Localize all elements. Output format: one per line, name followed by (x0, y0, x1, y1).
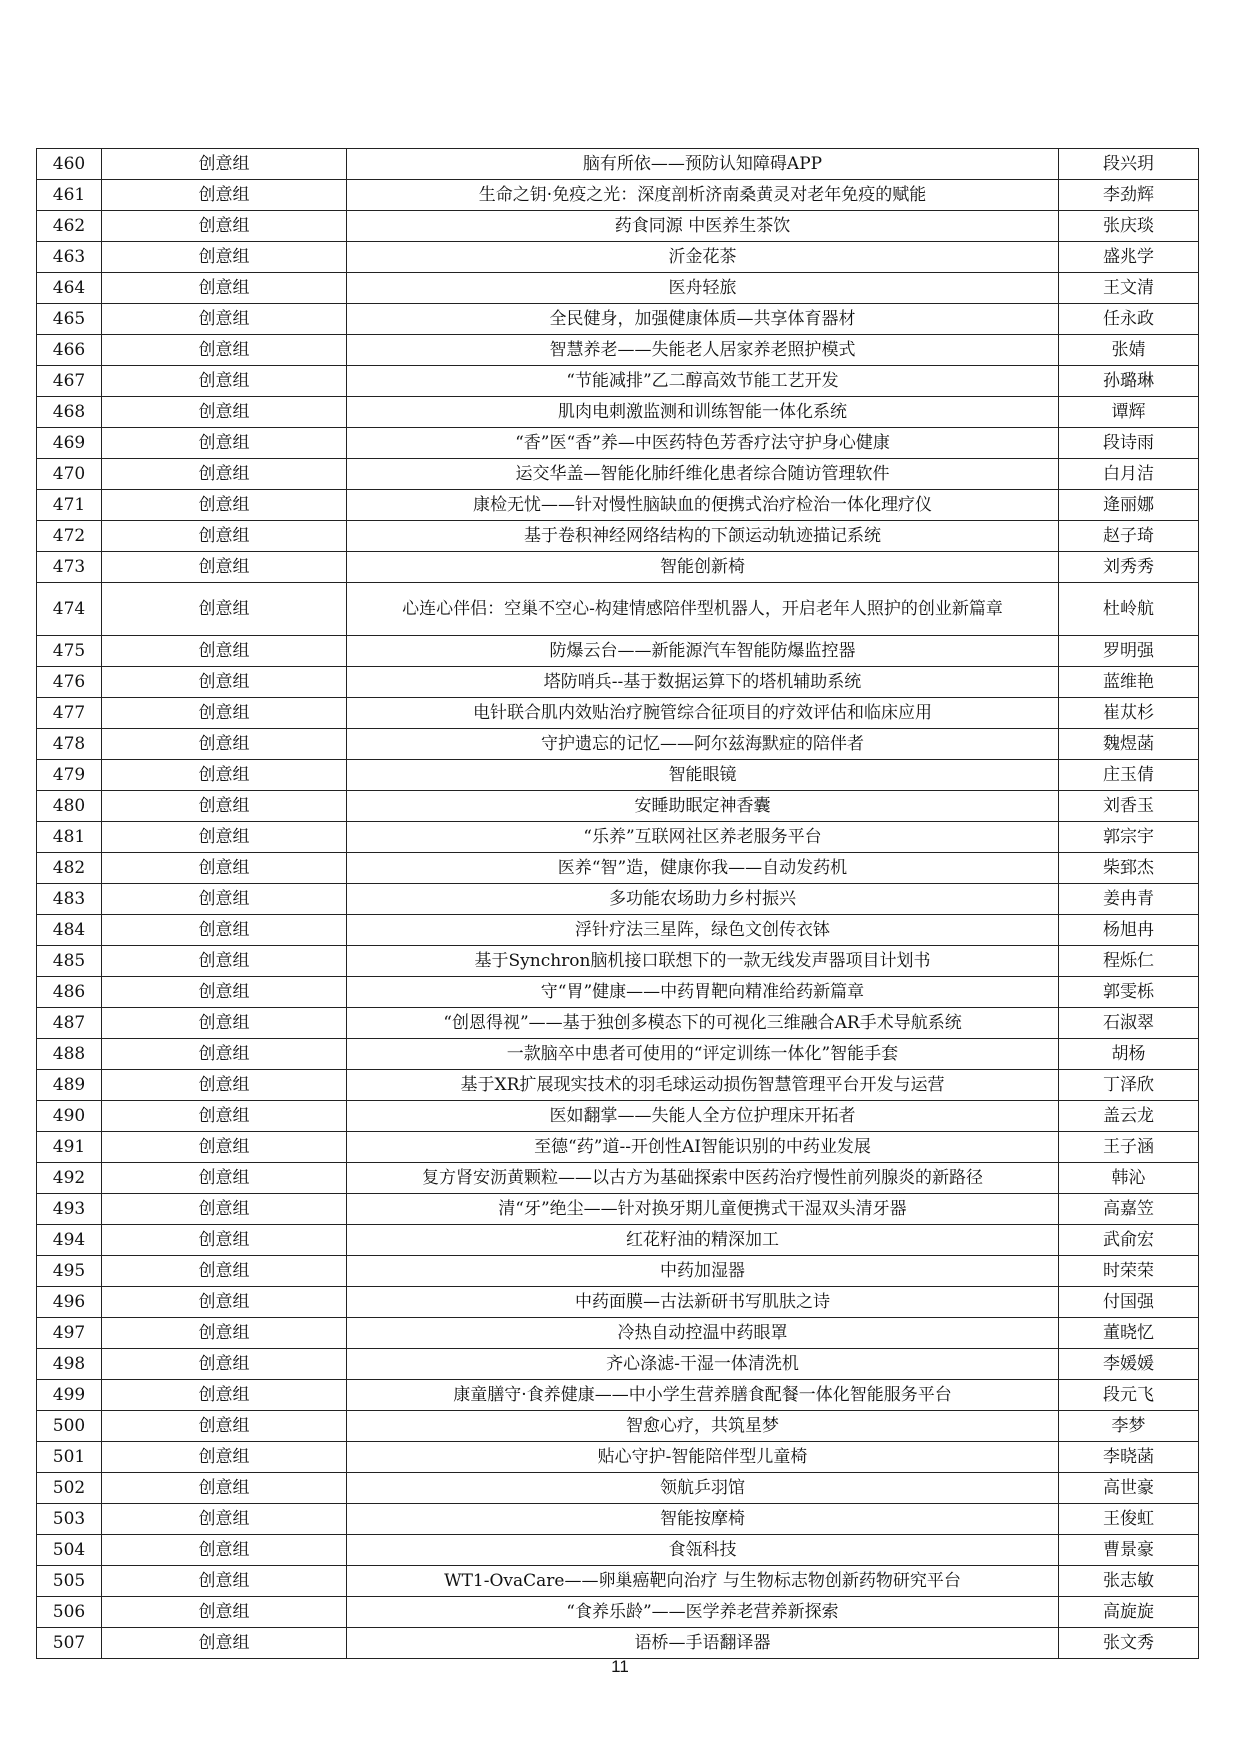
group-cell: 创意组 (102, 490, 347, 521)
table-row (37, 211, 1199, 242)
row-number-cell: 463 (37, 242, 102, 273)
table-row (37, 335, 1199, 366)
table-body (37, 149, 1199, 1659)
leader-name-cell: 高嘉笠 (1059, 1194, 1199, 1225)
group-cell: 创意组 (102, 1163, 347, 1194)
row-number-cell: 465 (37, 304, 102, 335)
row-number-cell: 493 (37, 1194, 102, 1225)
project-title-cell: 复方肾安沥黄颗粒——以古方为基础探索中医药治疗慢性前列腺炎的新路径 (347, 1163, 1059, 1194)
leader-name-cell: 郭雯栎 (1059, 977, 1199, 1008)
table-row (37, 729, 1199, 760)
leader-name-cell: 高世豪 (1059, 1473, 1199, 1504)
group-cell: 创意组 (102, 149, 347, 180)
leader-name-cell: 胡杨 (1059, 1039, 1199, 1070)
project-title-cell: 基于XR扩展现实技术的羽毛球运动损伤智慧管理平台开发与运营 (347, 1070, 1059, 1101)
table-row (37, 583, 1199, 636)
project-title-cell: 中药面膜—古法新研书写肌肤之诗 (347, 1287, 1059, 1318)
project-title-cell: 医如翻掌——失能人全方位护理床开拓者 (347, 1101, 1059, 1132)
project-title-cell: 领航乒羽馆 (347, 1473, 1059, 1504)
group-cell: 创意组 (102, 791, 347, 822)
row-number-cell: 497 (37, 1318, 102, 1349)
group-cell: 创意组 (102, 180, 347, 211)
row-number-cell: 504 (37, 1535, 102, 1566)
group-cell: 创意组 (102, 552, 347, 583)
project-title-cell: 电针联合肌内效贴治疗腕管综合征项目的疗效评估和临床应用 (347, 698, 1059, 729)
table-row (37, 667, 1199, 698)
group-cell: 创意组 (102, 884, 347, 915)
group-cell: 创意组 (102, 1318, 347, 1349)
project-title-cell: 医舟轻旅 (347, 273, 1059, 304)
table-row (37, 1287, 1199, 1318)
leader-name-cell: 李晓菡 (1059, 1442, 1199, 1473)
row-number-cell: 498 (37, 1349, 102, 1380)
group-cell: 创意组 (102, 822, 347, 853)
project-title-cell: 塔防哨兵--基于数据运算下的塔机辅助系统 (347, 667, 1059, 698)
row-number-cell: 478 (37, 729, 102, 760)
row-number-cell: 502 (37, 1473, 102, 1504)
row-number-cell: 488 (37, 1039, 102, 1070)
project-title-cell: 智慧养老——失能老人居家养老照护模式 (347, 335, 1059, 366)
row-number-cell: 477 (37, 698, 102, 729)
leader-name-cell: 李劲辉 (1059, 180, 1199, 211)
project-title-cell: 基于Synchron脑机接口联想下的一款无线发声器项目计划书 (347, 946, 1059, 977)
leader-name-cell: 程烁仁 (1059, 946, 1199, 977)
project-title-cell: 运交华盖—智能化肺纤维化患者综合随访管理软件 (347, 459, 1059, 490)
leader-name-cell: 张庆琰 (1059, 211, 1199, 242)
table-row (37, 397, 1199, 428)
group-cell: 创意组 (102, 1132, 347, 1163)
group-cell: 创意组 (102, 1256, 347, 1287)
project-title-cell: 食瓴科技 (347, 1535, 1059, 1566)
row-number-cell: 507 (37, 1628, 102, 1659)
table-row (37, 760, 1199, 791)
leader-name-cell: 魏煜菡 (1059, 729, 1199, 760)
project-title-cell: “创恩得视”——基于独创多模态下的可视化三维融合AR手术导航系统 (347, 1008, 1059, 1039)
leader-name-cell: 谭辉 (1059, 397, 1199, 428)
row-number-cell: 466 (37, 335, 102, 366)
row-number-cell: 495 (37, 1256, 102, 1287)
leader-name-cell: 韩沁 (1059, 1163, 1199, 1194)
leader-name-cell: 段诗雨 (1059, 428, 1199, 459)
table-row (37, 698, 1199, 729)
award-list-table (36, 148, 1199, 1659)
row-number-cell: 462 (37, 211, 102, 242)
row-number-cell: 479 (37, 760, 102, 791)
leader-name-cell: 柴郅杰 (1059, 853, 1199, 884)
row-number-cell: 470 (37, 459, 102, 490)
table-row (37, 1132, 1199, 1163)
project-title-cell: “乐养”互联网社区养老服务平台 (347, 822, 1059, 853)
leader-name-cell: 刘香玉 (1059, 791, 1199, 822)
table-row (37, 1349, 1199, 1380)
table-row (37, 1318, 1199, 1349)
project-title-cell: 一款脑卒中患者可使用的“评定训练一体化”智能手套 (347, 1039, 1059, 1070)
leader-name-cell: 董晓忆 (1059, 1318, 1199, 1349)
table-row (37, 1008, 1199, 1039)
leader-name-cell: 张志敏 (1059, 1566, 1199, 1597)
row-number-cell: 485 (37, 946, 102, 977)
table-row (37, 1535, 1199, 1566)
project-title-cell: WT1-OvaCare——卵巢癌靶向治疗 与生物标志物创新药物研究平台 (347, 1566, 1059, 1597)
group-cell: 创意组 (102, 583, 347, 636)
project-title-cell: 沂金花茶 (347, 242, 1059, 273)
leader-name-cell: 孙璐琳 (1059, 366, 1199, 397)
row-number-cell: 483 (37, 884, 102, 915)
group-cell: 创意组 (102, 1225, 347, 1256)
leader-name-cell: 盖云龙 (1059, 1101, 1199, 1132)
leader-name-cell: 逄丽娜 (1059, 490, 1199, 521)
table-row (37, 1225, 1199, 1256)
project-title-cell: 浮针疗法三星阵，绿色文创传衣钵 (347, 915, 1059, 946)
table-row (37, 366, 1199, 397)
leader-name-cell: 李梦 (1059, 1411, 1199, 1442)
leader-name-cell: 石淑翠 (1059, 1008, 1199, 1039)
leader-name-cell: 白月洁 (1059, 459, 1199, 490)
row-number-cell: 506 (37, 1597, 102, 1628)
project-title-cell: 脑有所依——预防认知障碍APP (347, 149, 1059, 180)
table-row (37, 490, 1199, 521)
row-number-cell: 482 (37, 853, 102, 884)
leader-name-cell: 郭宗宇 (1059, 822, 1199, 853)
table-row (37, 884, 1199, 915)
row-number-cell: 480 (37, 791, 102, 822)
project-title-cell: 药食同源 中医养生茶饮 (347, 211, 1059, 242)
project-title-cell: 心连心伴侣：空巢不空心-构建情感陪伴型机器人，开启老年人照护的创业新篇章 (347, 583, 1059, 636)
group-cell: 创意组 (102, 1504, 347, 1535)
project-title-cell: 智愈心疗，共筑星梦 (347, 1411, 1059, 1442)
table-row (37, 273, 1199, 304)
table-row (37, 1163, 1199, 1194)
row-number-cell: 467 (37, 366, 102, 397)
group-cell: 创意组 (102, 1442, 347, 1473)
row-number-cell: 499 (37, 1380, 102, 1411)
row-number-cell: 496 (37, 1287, 102, 1318)
group-cell: 创意组 (102, 853, 347, 884)
row-number-cell: 501 (37, 1442, 102, 1473)
row-number-cell: 471 (37, 490, 102, 521)
project-title-cell: 多功能农场助力乡村振兴 (347, 884, 1059, 915)
row-number-cell: 469 (37, 428, 102, 459)
leader-name-cell: 武俞宏 (1059, 1225, 1199, 1256)
group-cell: 创意组 (102, 304, 347, 335)
table-row (37, 822, 1199, 853)
row-number-cell: 475 (37, 636, 102, 667)
row-number-cell: 491 (37, 1132, 102, 1163)
group-cell: 创意组 (102, 1287, 347, 1318)
leader-name-cell: 盛兆学 (1059, 242, 1199, 273)
leader-name-cell: 王子涵 (1059, 1132, 1199, 1163)
leader-name-cell: 张文秀 (1059, 1628, 1199, 1659)
leader-name-cell: 姜冉青 (1059, 884, 1199, 915)
group-cell: 创意组 (102, 1070, 347, 1101)
page-number: 11 (611, 1657, 629, 1676)
leader-name-cell: 崔苁杉 (1059, 698, 1199, 729)
table-row (37, 521, 1199, 552)
table-row (37, 149, 1199, 180)
group-cell: 创意组 (102, 211, 347, 242)
group-cell: 创意组 (102, 521, 347, 552)
row-number-cell: 503 (37, 1504, 102, 1535)
project-title-cell: 生命之钥·免疫之光：深度剖析济南桑黄灵对老年免疫的赋能 (347, 180, 1059, 211)
group-cell: 创意组 (102, 1411, 347, 1442)
project-title-cell: 至德“药”道--开创性AI智能识别的中药业发展 (347, 1132, 1059, 1163)
project-title-cell: 冷热自动控温中药眼罩 (347, 1318, 1059, 1349)
table-row (37, 1442, 1199, 1473)
group-cell: 创意组 (102, 1380, 347, 1411)
table-row (37, 1504, 1199, 1535)
group-cell: 创意组 (102, 1039, 347, 1070)
group-cell: 创意组 (102, 335, 347, 366)
table-row (37, 1101, 1199, 1132)
group-cell: 创意组 (102, 1597, 347, 1628)
row-number-cell: 505 (37, 1566, 102, 1597)
table-row (37, 1597, 1199, 1628)
row-number-cell: 484 (37, 915, 102, 946)
project-title-cell: 语桥—手语翻译器 (347, 1628, 1059, 1659)
leader-name-cell: 丁泽欣 (1059, 1070, 1199, 1101)
project-title-cell: 康童膳守·食养健康——中小学生营养膳食配餐一体化智能服务平台 (347, 1380, 1059, 1411)
table-row (37, 1411, 1199, 1442)
row-number-cell: 490 (37, 1101, 102, 1132)
table-row (37, 1473, 1199, 1504)
table-row (37, 459, 1199, 490)
table-row (37, 1566, 1199, 1597)
row-number-cell: 464 (37, 273, 102, 304)
group-cell: 创意组 (102, 366, 347, 397)
row-number-cell: 489 (37, 1070, 102, 1101)
project-title-cell: 防爆云台——新能源汽车智能防爆监控器 (347, 636, 1059, 667)
project-title-cell: 红花籽油的精深加工 (347, 1225, 1059, 1256)
group-cell: 创意组 (102, 946, 347, 977)
table-row (37, 1039, 1199, 1070)
leader-name-cell: 段元飞 (1059, 1380, 1199, 1411)
leader-name-cell: 王文清 (1059, 273, 1199, 304)
row-number-cell: 494 (37, 1225, 102, 1256)
leader-name-cell: 蓝维艳 (1059, 667, 1199, 698)
project-title-cell: “节能减排”乙二醇高效节能工艺开发 (347, 366, 1059, 397)
project-title-cell: 贴心守护-智能陪伴型儿童椅 (347, 1442, 1059, 1473)
leader-name-cell: 段兴玥 (1059, 149, 1199, 180)
leader-name-cell: 刘秀秀 (1059, 552, 1199, 583)
table-row (37, 1628, 1199, 1659)
table-row (37, 1070, 1199, 1101)
project-title-cell: 智能创新椅 (347, 552, 1059, 583)
group-cell: 创意组 (102, 273, 347, 304)
group-cell: 创意组 (102, 1473, 347, 1504)
project-title-cell: “食养乐龄”——医学养老营养新探索 (347, 1597, 1059, 1628)
row-number-cell: 468 (37, 397, 102, 428)
project-title-cell: 守“胃”健康——中药胃靶向精准给药新篇章 (347, 977, 1059, 1008)
project-title-cell: 智能按摩椅 (347, 1504, 1059, 1535)
row-number-cell: 474 (37, 583, 102, 636)
table-row (37, 552, 1199, 583)
project-title-cell: 基于卷积神经网络结构的下颌运动轨迹描记系统 (347, 521, 1059, 552)
leader-name-cell: 罗明强 (1059, 636, 1199, 667)
table-row (37, 977, 1199, 1008)
leader-name-cell: 杨旭冉 (1059, 915, 1199, 946)
group-cell: 创意组 (102, 1535, 347, 1566)
project-title-cell: 康检无忧——针对慢性脑缺血的便携式治疗检治一体化理疗仪 (347, 490, 1059, 521)
project-title-cell: “香”医“香”养—中医药特色芳香疗法守护身心健康 (347, 428, 1059, 459)
group-cell: 创意组 (102, 977, 347, 1008)
table-row (37, 180, 1199, 211)
group-cell: 创意组 (102, 915, 347, 946)
leader-name-cell: 高旋旋 (1059, 1597, 1199, 1628)
row-number-cell: 487 (37, 1008, 102, 1039)
project-title-cell: 齐心涤滤-干湿一体清洗机 (347, 1349, 1059, 1380)
group-cell: 创意组 (102, 667, 347, 698)
group-cell: 创意组 (102, 636, 347, 667)
leader-name-cell: 赵子琦 (1059, 521, 1199, 552)
row-number-cell: 461 (37, 180, 102, 211)
project-title-cell: 守护遗忘的记忆——阿尔兹海默症的陪伴者 (347, 729, 1059, 760)
group-cell: 创意组 (102, 1008, 347, 1039)
project-title-cell: 医养“智”造，健康你我——自动发药机 (347, 853, 1059, 884)
project-title-cell: 中药加湿器 (347, 1256, 1059, 1287)
group-cell: 创意组 (102, 698, 347, 729)
row-number-cell: 481 (37, 822, 102, 853)
table-row (37, 946, 1199, 977)
group-cell: 创意组 (102, 1628, 347, 1659)
leader-name-cell: 曹景豪 (1059, 1535, 1199, 1566)
row-number-cell: 500 (37, 1411, 102, 1442)
table-row (37, 1256, 1199, 1287)
group-cell: 创意组 (102, 1101, 347, 1132)
group-cell: 创意组 (102, 242, 347, 273)
row-number-cell: 473 (37, 552, 102, 583)
table-row (37, 428, 1199, 459)
leader-name-cell: 任永政 (1059, 304, 1199, 335)
group-cell: 创意组 (102, 397, 347, 428)
leader-name-cell: 庄玉倩 (1059, 760, 1199, 791)
group-cell: 创意组 (102, 1194, 347, 1225)
table-row (37, 1194, 1199, 1225)
group-cell: 创意组 (102, 459, 347, 490)
row-number-cell: 460 (37, 149, 102, 180)
table-row (37, 304, 1199, 335)
project-title-cell: 智能眼镜 (347, 760, 1059, 791)
row-number-cell: 472 (37, 521, 102, 552)
table-row (37, 853, 1199, 884)
project-title-cell: 肌肉电刺激监测和训练智能一体化系统 (347, 397, 1059, 428)
leader-name-cell: 时荣荣 (1059, 1256, 1199, 1287)
table-row (37, 242, 1199, 273)
table-row (37, 915, 1199, 946)
group-cell: 创意组 (102, 1349, 347, 1380)
project-title-cell: 全民健身，加强健康体质—共享体育器材 (347, 304, 1059, 335)
group-cell: 创意组 (102, 760, 347, 791)
table-row (37, 791, 1199, 822)
group-cell: 创意组 (102, 1566, 347, 1597)
project-title-cell: 清“牙”绝尘——针对换牙期儿童便携式干湿双头清牙器 (347, 1194, 1059, 1225)
table-row (37, 636, 1199, 667)
row-number-cell: 492 (37, 1163, 102, 1194)
row-number-cell: 486 (37, 977, 102, 1008)
leader-name-cell: 李媛媛 (1059, 1349, 1199, 1380)
leader-name-cell: 张婧 (1059, 335, 1199, 366)
leader-name-cell: 杜岭航 (1059, 583, 1199, 636)
leader-name-cell: 王俊虹 (1059, 1504, 1199, 1535)
group-cell: 创意组 (102, 729, 347, 760)
leader-name-cell: 付国强 (1059, 1287, 1199, 1318)
project-title-cell: 安睡助眠定神香囊 (347, 791, 1059, 822)
table-row (37, 1380, 1199, 1411)
group-cell: 创意组 (102, 428, 347, 459)
row-number-cell: 476 (37, 667, 102, 698)
